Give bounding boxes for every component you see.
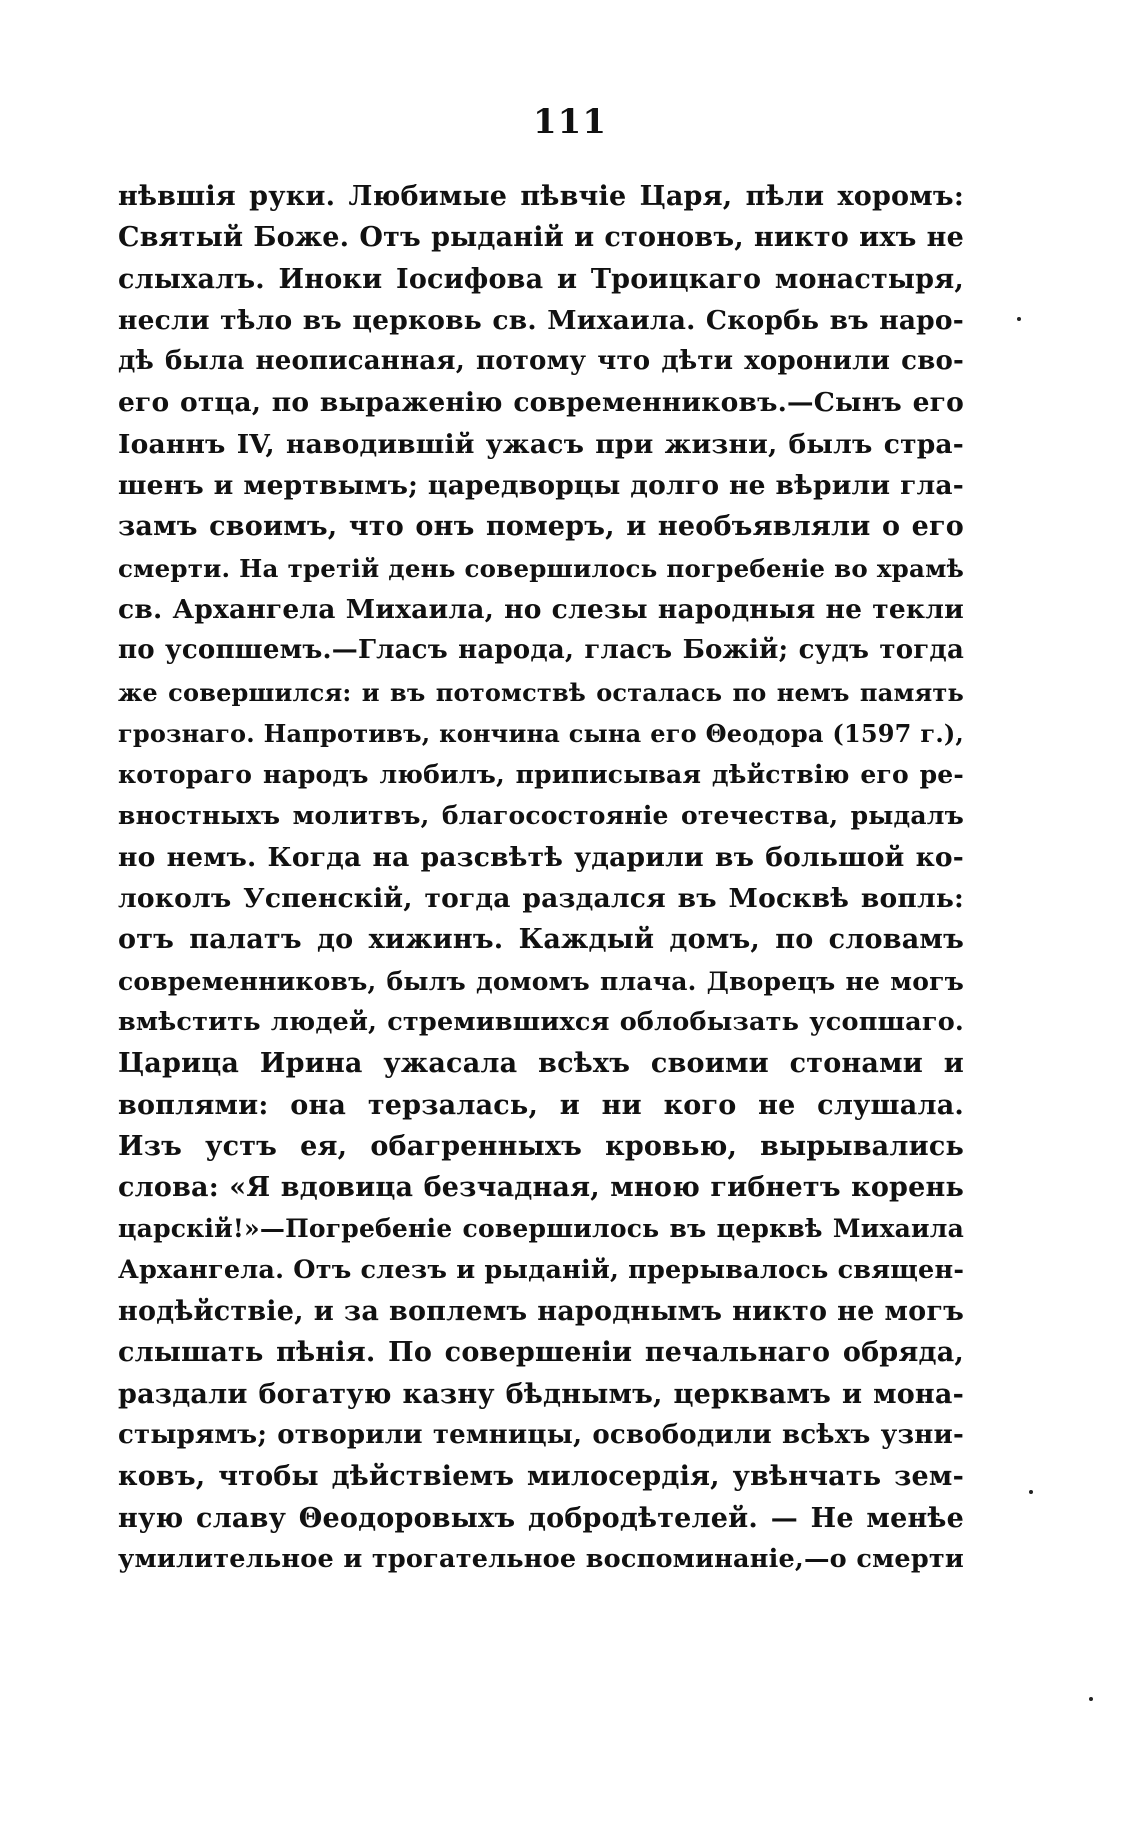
print-speck bbox=[1029, 1490, 1033, 1494]
text-line: царскій!»—Погребеніе совершилось въ церквѣ Михаила bbox=[118, 1214, 964, 1244]
text-line: шенъ и мертвымъ; царедворцы долго не вѣрили гла- bbox=[118, 470, 964, 502]
text-line: несли тѣло въ церковь св. Михаила. Скорбь въ наро- bbox=[118, 304, 964, 336]
text-line: Архангела. Отъ слезъ и рыданій, прерывалось священ- bbox=[118, 1254, 964, 1285]
text-line: отъ палатъ до хижинъ. Каждый домъ, по словамъ bbox=[118, 924, 964, 956]
text-line: ную славу Θеодоровыхъ добродѣтелей. — Не менѣе bbox=[118, 1502, 964, 1534]
text-line: по усопшемъ.—Гласъ народа, гласъ Божій; судъ тогда bbox=[118, 635, 964, 666]
text-line: вностныхъ молитвъ, благосостояніе отечества, рыдалъ bbox=[118, 801, 964, 831]
print-speck bbox=[1089, 1697, 1093, 1701]
text-line: раздали богатую казну бѣднымъ, церквамъ и мона- bbox=[118, 1378, 964, 1410]
text-line: Іоаннъ IV, наводившій ужасъ при жизни, былъ стра- bbox=[118, 428, 964, 460]
text-line: умилительное и трогательное воспоминаніе,—о смерти bbox=[118, 1543, 964, 1574]
text-line: же совершился: и въ потомствѣ осталась по немъ память bbox=[118, 677, 964, 707]
text-line: грознаго. Напротивъ, кончина сына его Θеодора (1597 г.), bbox=[118, 718, 964, 748]
text-line: ковъ, чтобы дѣйствіемъ милосердія, увѣнчать зем- bbox=[118, 1461, 964, 1493]
text-line: Святый Боже. Отъ рыданій и стоновъ, никто ихъ не bbox=[118, 222, 964, 254]
text-line: воплями: она терзалась, и ни кого не слушала. bbox=[118, 1089, 964, 1121]
text-line: замъ своимъ, что онъ померъ, и необъявляли о его bbox=[118, 511, 964, 543]
text-line: слова: «Я вдовица безчадная, мною гибнетъ корень bbox=[118, 1172, 964, 1204]
text-line: нодѣйствіе, и за воплемъ народнымъ никто не могъ bbox=[118, 1296, 964, 1328]
text-line: Изъ устъ ея, обагренныхъ кровью, вырывались bbox=[118, 1130, 964, 1162]
body-text bbox=[118, 176, 964, 1580]
text-line: Царица Ирина ужасала всѣхъ своими стонами и bbox=[118, 1048, 964, 1080]
text-line: его отца, по выраженію современниковъ.—Сынъ его bbox=[118, 387, 964, 419]
text-line: нѣвшія руки. Любимые пѣвчіе Царя, пѣли хоромъ: bbox=[118, 181, 964, 212]
print-speck bbox=[1017, 317, 1021, 321]
text-line: стырямъ; отворили темницы, освободили всѣхъ узни- bbox=[118, 1419, 964, 1450]
text-line: локолъ Успенскій, тогда раздался въ Москвѣ вопль: bbox=[118, 883, 964, 915]
text-line: дѣ была неописанная, потому что дѣти хоронили сво- bbox=[118, 346, 964, 377]
text-line: но немъ. Когда на разсвѣтѣ ударили въ большой ко- bbox=[118, 841, 964, 873]
text-line: смерти. На третій день совершилось погребеніе во храмѣ bbox=[118, 553, 964, 583]
text-line: св. Архангела Михаила, но слезы народныя не текли bbox=[118, 593, 964, 625]
page-number: 111 bbox=[533, 102, 607, 142]
text-line: слышать пѣнія. По совершеніи печальнаго обряда, bbox=[118, 1337, 964, 1369]
text-line: современниковъ, былъ домомъ плача. Дворецъ не могъ bbox=[118, 966, 964, 996]
text-line: котораго народъ любилъ, приписывая дѣйствію его ре- bbox=[118, 760, 964, 790]
text-line: слыхалъ. Иноки Іосифова и Троицкаго монастыря, bbox=[118, 263, 964, 295]
text-line: вмѣстить людей, стремившихся облобызать усопшаго. bbox=[118, 1006, 964, 1037]
